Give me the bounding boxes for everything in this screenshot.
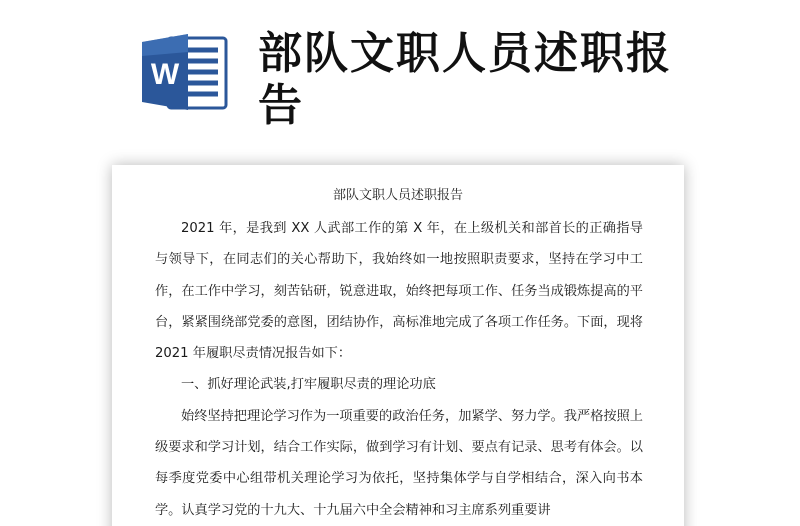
- header-banner: [0, 0, 800, 160]
- paragraph: 始终坚持把理论学习作为一项重要的政治任务，加紧学、努力学。我严格按照上级要求和学习计划，结合工作实际，做到学习有计划、要点有记录、思考有体会。以每季度党委中心组带机关理论学习为依托，坚持集体学与自学相结合，深入向书本学。认真学习党的十九大、十九届六中全会精神和习主席系列重要讲: [155, 408, 643, 518]
- section-heading: 一、抓好理论武装,打牢履职尽责的理论功底: [181, 377, 436, 393]
- document-title: 部队文职人员述职报告: [332, 188, 463, 203]
- page-title: 部队文职人员述职报告: [258, 28, 672, 131]
- document-page: [112, 165, 684, 526]
- logo-letter: W: [150, 58, 180, 91]
- document-body: [155, 213, 643, 526]
- paragraph: 2021 年，是我到 XX 人武部工作的第 X 年，在上级机关和部首长的正确指导与领导下，在同志们的关心帮助下，我始终如一地按照职责要求，坚持在学习中工作，在工作中学习，刻苦钻研，锐意进取，始终把每项工作、任务当成锻炼提高的平台，紧紧围绕部党委的意图，团结协作，高标准地完成了各项工作任务。下面，现将 2021 年履职尽责情况报告如下：: [155, 221, 643, 362]
- microsoft-word-icon: [138, 32, 230, 112]
